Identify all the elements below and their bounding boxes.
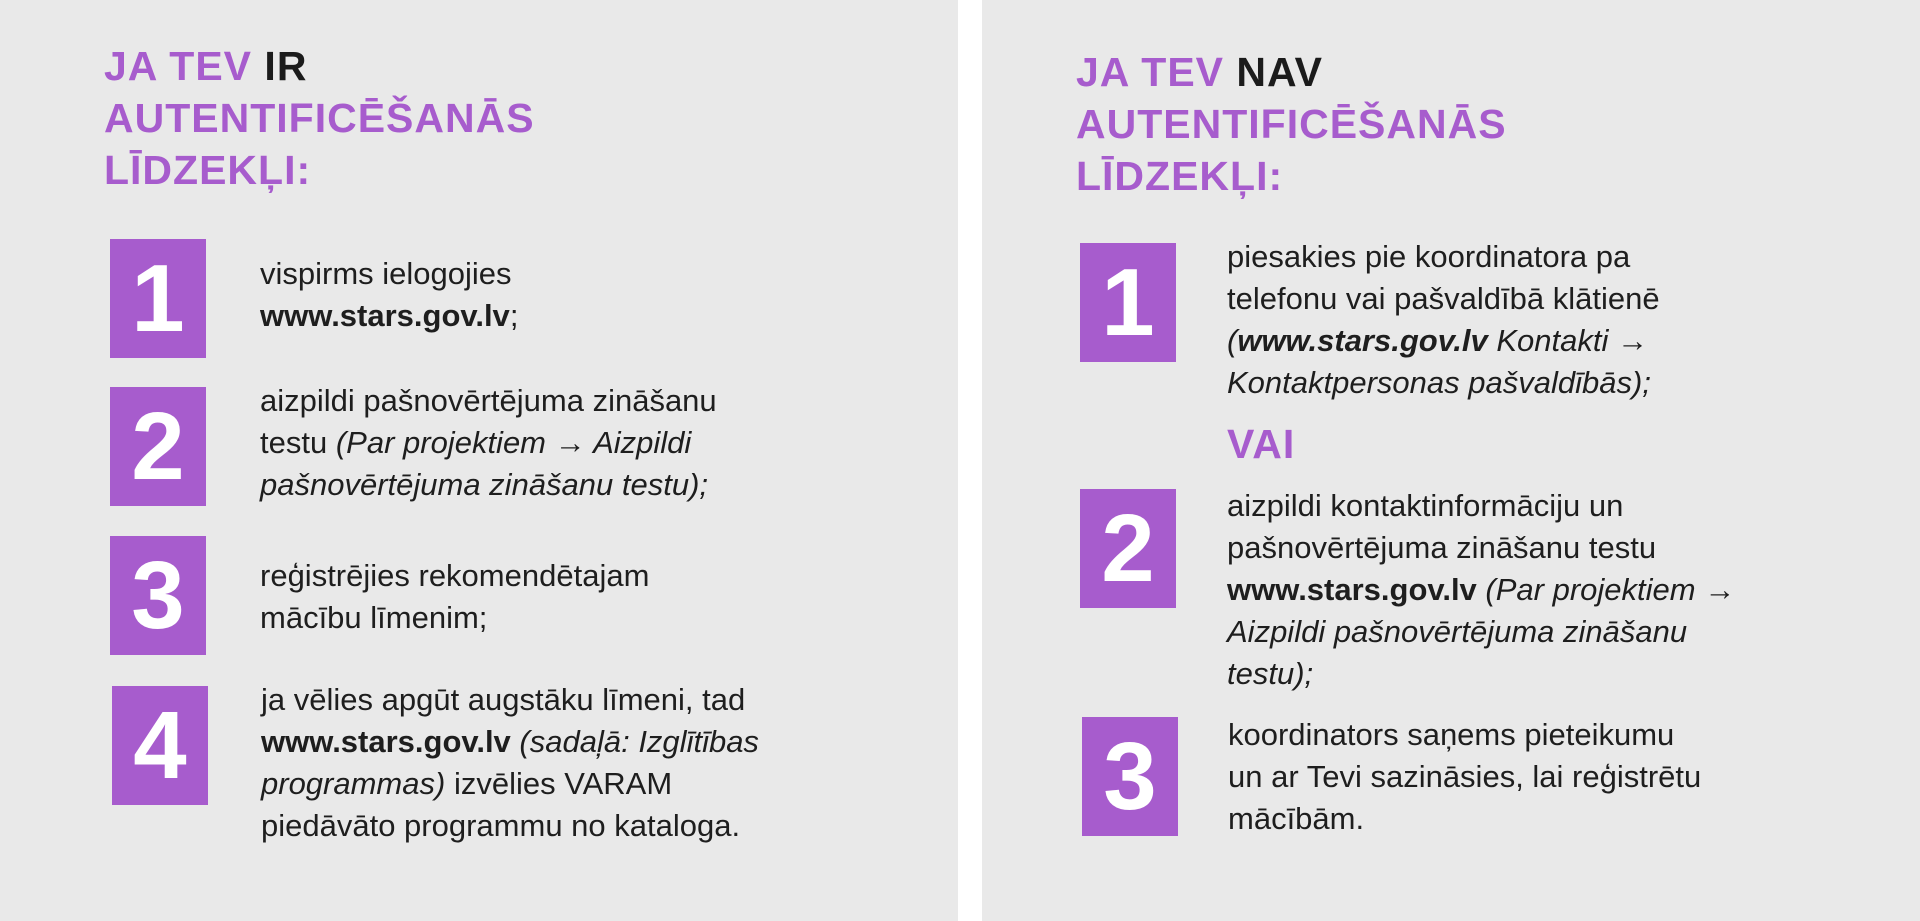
step-text-line: ja vēlies apgūt augstāku līmeni, tad xyxy=(261,682,746,717)
heading-line-3: LĪDZEKĻI: xyxy=(104,147,312,193)
step-text-line: koordinators saņems pieteikumu xyxy=(1228,717,1675,752)
step-3-text xyxy=(1228,714,1701,840)
step-text-line: un ar Tevi sazināsies, lai reģistrētu xyxy=(1228,759,1702,794)
step-text-italic: ( xyxy=(1227,323,1238,358)
step-text-italic: Kontakti → xyxy=(1487,323,1648,358)
step-text-line: pašnovērtējuma zināšanu testu xyxy=(1227,530,1657,565)
step-number-badge: 1 xyxy=(1080,243,1176,362)
step-text-line: izvēlies VARAM xyxy=(445,766,673,801)
or-separator: VAI xyxy=(1227,421,1296,467)
step-text-italic: Aizpildi pašnovērtējuma zināšanu xyxy=(1227,614,1688,649)
stars-url: www.stars.gov.lv xyxy=(1237,323,1488,358)
step-text-line: aizpildi pašnovērtējuma zināšanu xyxy=(260,383,717,418)
step-text-line: aizpildi kontaktinformāciju un xyxy=(1227,488,1624,523)
panel-without-authentication xyxy=(982,0,1920,921)
step-number-badge: 1 xyxy=(110,239,206,358)
step-1-text xyxy=(1227,236,1660,404)
step-text-italic: programmas) xyxy=(261,766,446,801)
heading-prefix: JA TEV xyxy=(104,43,265,89)
step-text-line: mācību līmenim; xyxy=(260,600,488,635)
step-2-text xyxy=(1227,485,1735,695)
step-text-italic: (sadaļā: Izglītības xyxy=(510,724,759,759)
panel-with-authentication xyxy=(0,0,958,921)
heading-keyword: NAV xyxy=(1236,49,1323,95)
step-text-line: piesakies pie koordinatora pa xyxy=(1227,239,1631,274)
step-text-italic: Kontaktpersonas pašvaldībās); xyxy=(1227,365,1651,400)
stars-url: www.stars.gov.lv xyxy=(1227,572,1477,607)
step-number-badge: 2 xyxy=(1080,489,1176,608)
step-number-badge: 3 xyxy=(110,536,206,655)
stars-url: www.stars.gov.lv xyxy=(261,724,511,759)
step-text-line: piedāvāto programmu no kataloga. xyxy=(261,808,741,843)
step-number-badge: 2 xyxy=(110,387,206,506)
step-number-badge: 4 xyxy=(112,686,208,805)
heading-keyword: IR xyxy=(264,43,308,89)
step-text-italic: pašnovērtējuma zināšanu testu); xyxy=(260,467,709,502)
step-4-text xyxy=(261,679,759,847)
step-2-text xyxy=(260,380,717,506)
step-text-line: reģistrējies rekomendētajam xyxy=(260,558,650,593)
step-text-line: testu xyxy=(260,425,336,460)
step-text-line: vispirms ielogojies xyxy=(260,256,512,291)
heading-line-3: LĪDZEKĻI: xyxy=(1076,153,1284,199)
panel-heading xyxy=(1076,46,1507,202)
heading-line-2: AUTENTIFICĒŠANĀS xyxy=(104,95,535,141)
step-1-text xyxy=(260,253,518,337)
step-text-italic: testu); xyxy=(1227,656,1314,691)
step-text-line: telefonu vai pašvaldībā klātienē xyxy=(1227,281,1660,316)
panel-heading xyxy=(104,40,535,196)
step-number-badge: 3 xyxy=(1082,717,1178,836)
heading-prefix: JA TEV xyxy=(1076,49,1237,95)
step-text-italic: (Par projektiem → xyxy=(1476,572,1736,607)
step-text-italic: (Par projektiem → Aizpildi xyxy=(335,425,692,460)
heading-line-2: AUTENTIFICĒŠANĀS xyxy=(1076,101,1507,147)
step-text-line: mācībām. xyxy=(1228,801,1365,836)
step-3-text xyxy=(260,555,649,639)
stars-url: www.stars.gov.lv xyxy=(260,298,510,333)
url-suffix: ; xyxy=(509,298,519,333)
